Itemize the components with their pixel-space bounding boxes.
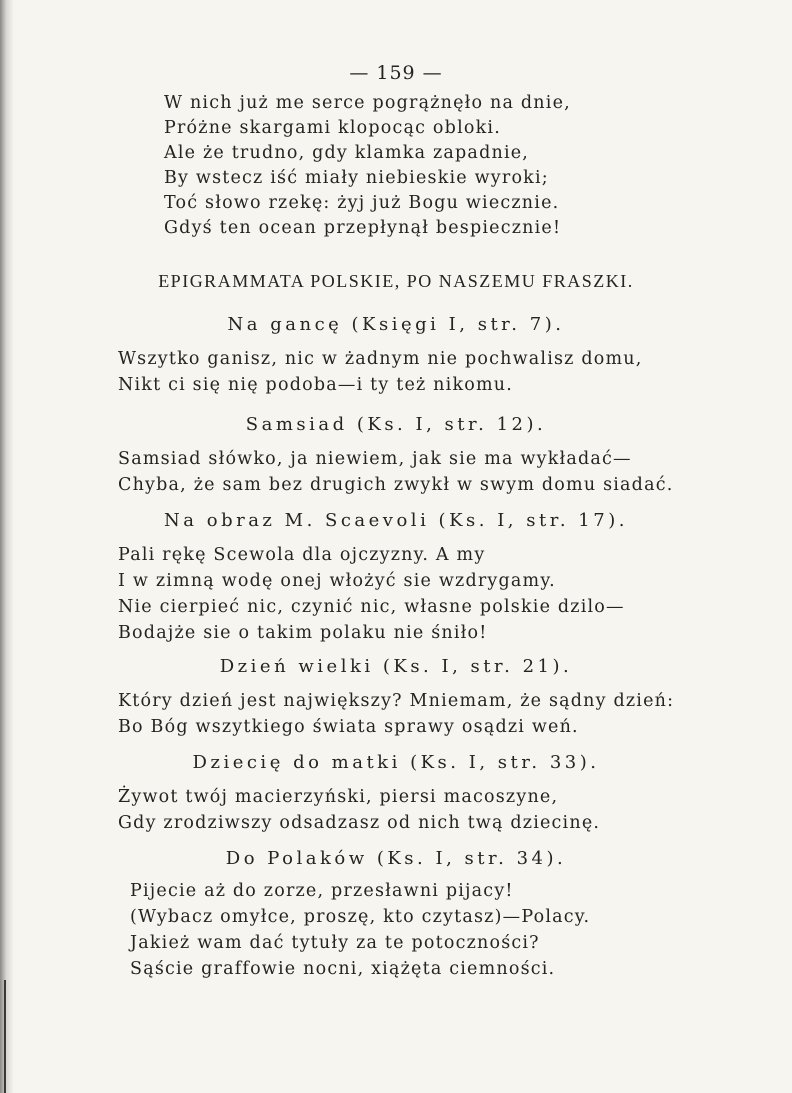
epigram-title: Dzień wielki (Ks. I, str. 21).	[219, 656, 573, 677]
epigram-title: Do Polaków (Ks. I, str. 34).	[225, 848, 567, 869]
epigram-title: Samsiad (Ks. I, str. 12).	[245, 414, 547, 435]
section-title: EPIGRAMMATA POLSKIE, PO NASZEMU FRASZKI.	[158, 271, 634, 291]
binding-shadow	[0, 0, 14, 1093]
epigram-line: I w zimną wodę onej włożyć sie wzdrygamy.	[118, 571, 556, 591]
epigram-line: Sąście graffowie nocni, xiążęta ciemności.	[130, 959, 556, 979]
epigram-body	[118, 346, 643, 398]
poem-ending-stanza	[164, 91, 571, 241]
epigram-line: Pali rękę Scewola dla ojczyzny. A my	[118, 545, 486, 565]
epigram-line: Nikt ci się nię podoba—i ty też nikomu.	[118, 375, 514, 395]
poem-line: Toć słowo rzekę: żyj już Bogu wiecznie.	[164, 193, 560, 213]
page-number: — 159 —	[349, 62, 443, 84]
poem-line: Gdyś ten ocean przepłynął bespiecznie!	[164, 218, 562, 238]
epigram-line: Gdy zrodziwszy odsadzasz od nich twą dziecinę.	[118, 813, 601, 833]
poem-line: Ale że trudno, gdy klamka zapadnie,	[164, 143, 530, 163]
epigram-line: Nie cierpieć nic, czynić nic, własne polskie dzilo—	[118, 597, 625, 617]
epigram-line: Pijecie aż do zorze, przesławni pijacy!	[130, 881, 514, 901]
epigram-body	[118, 784, 600, 836]
epigram-body	[118, 542, 625, 646]
epigram-line: Który dzień jest największy? Mniemam, że sądny dzień:	[118, 691, 675, 711]
binding-edge-mark	[4, 980, 6, 1093]
epigram-body	[118, 446, 673, 498]
poem-line: W nich już me serce pogrążnęło na dnie,	[164, 93, 571, 113]
poem-line: Próżne skargami klopocąc obloki.	[164, 118, 501, 138]
epigram-title: Na gancę (Księgi I, str. 7).	[227, 314, 565, 335]
epigram-body	[130, 878, 590, 982]
epigram-body	[118, 688, 674, 740]
epigram-line: Wszytko ganisz, nic w żadnym nie pochwalisz domu,	[118, 349, 643, 369]
epigram-line: Bo Bóg wszytkiego świata sprawy osądzi weń.	[118, 717, 579, 737]
epigram-line: Samsiad słówko, ja niewiem, jak sie ma wykładać—	[118, 449, 632, 469]
epigram-line: Jakież wam dać tytuły za te potoczności?	[130, 933, 540, 953]
poem-line: By wstecz iść miały niebieskie wyroki;	[164, 168, 549, 188]
epigram-title: Dziecię do matki (Ks. I, str. 33).	[192, 752, 600, 773]
epigram-line: Żywot twój macierzyński, piersi macoszyne,	[118, 787, 559, 807]
epigram-line: (Wybacz omyłce, proszę, kto czytasz)—Polacy.	[130, 907, 591, 927]
epigram-line: Bodajże sie o takim polaku nie śniło!	[118, 623, 488, 643]
epigram-title: Na obraz M. Scaevoli (Ks. I, str. 17).	[164, 510, 628, 531]
epigram-line: Chyba, że sam bez drugich zwykł w swym domu siadać.	[118, 475, 674, 495]
